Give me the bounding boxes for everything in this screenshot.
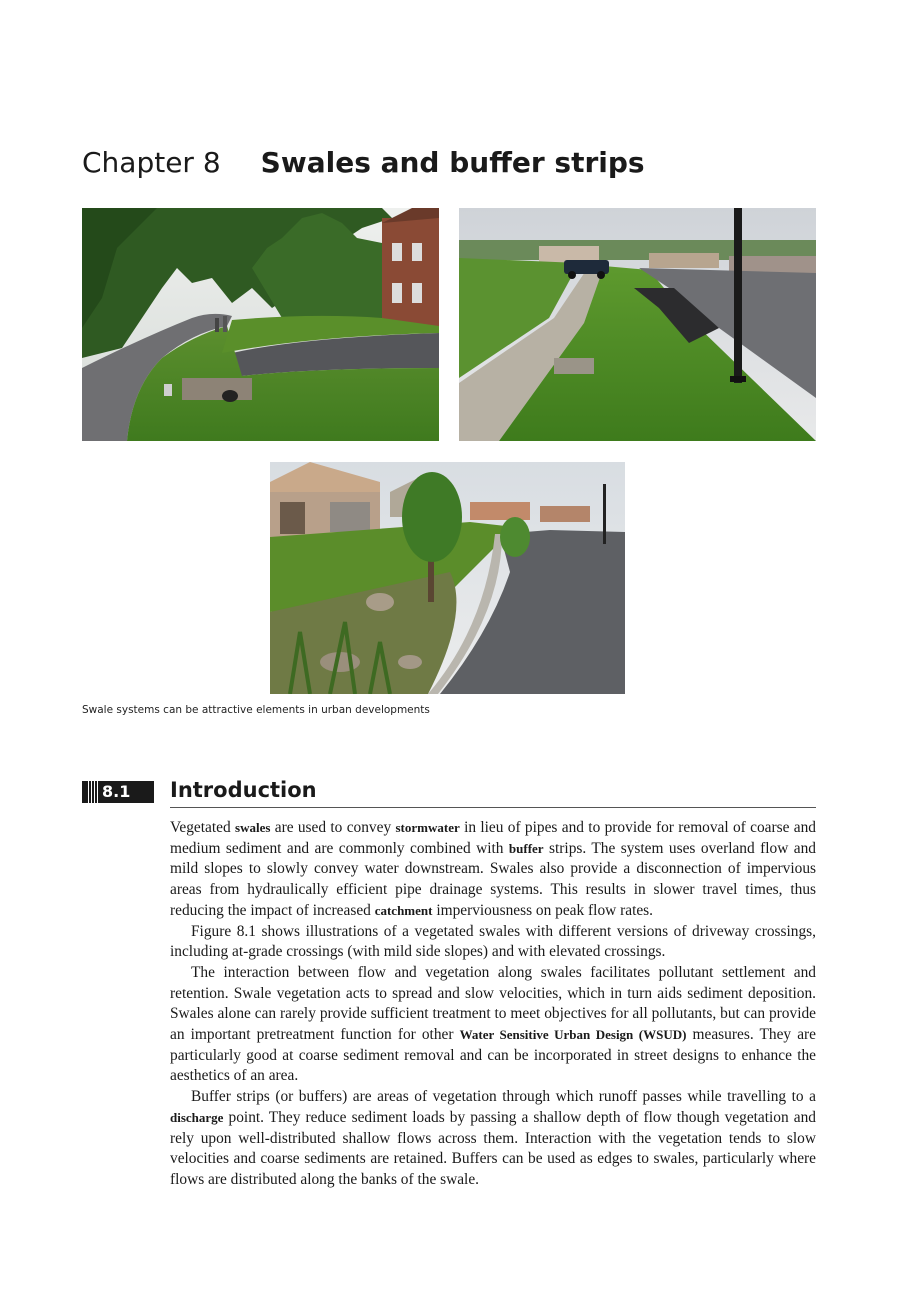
text-run: in lieu of pipes and to provide for removal of coarse and medium sediment and are commonly combined with: [170, 819, 816, 857]
chapter-heading: [82, 146, 645, 179]
text-run: point. They reduce sediment loads by passing a shallow depth of flow though vegetation and rely upon well-distributed shallow flows across them. Interaction with the vegetation tends to slow velocities and coarse sediments are retained. Buffers can be used as edges to swales, particularly where flows are distributed along the banks of the swale.: [170, 1108, 816, 1188]
section-title: Introduction: [170, 778, 317, 802]
chapter-number: Chapter 8: [82, 146, 221, 179]
glossary-term: buffer: [508, 840, 544, 856]
text-run: The interaction between flow and vegetation along swales facilitates pollutant settlement and retention. Swale vegetation acts to spread and slow velocities, which in turn aids sediment deposition. Swales alone can rarely provide sufficient treatment to meet objectives for all pollutants, but can provide an important pretreatment function for other: [170, 963, 816, 1044]
text-run: Buffer strips (or buffers) are areas of vegetation through which runoff passes while travelling to a: [191, 1088, 816, 1106]
text-run: Vegetated: [170, 819, 236, 836]
body-text: [170, 818, 816, 1191]
text-run: strips. The system uses overland flow and mild slopes to slowly convey water downstream. Swales also provide a disconnection of impervious areas from hydraulically efficient pipe drainage systems. This results in slower travel times, thus reducing the impact of increased: [170, 839, 816, 919]
badge-stripes: [88, 781, 98, 803]
glossary-term: stormwater: [395, 820, 460, 835]
section-number-badge: [82, 781, 154, 803]
figure-caption: Swale systems can be attractive elements in urban developments: [82, 704, 430, 716]
photo-grassed-swale-street: [459, 208, 816, 441]
glossary-term: catchment: [374, 902, 433, 918]
photo-landscaped-swale: [270, 462, 625, 694]
glossary-term: Water Sensitive Urban Design (WSUD): [459, 1027, 687, 1043]
paragraph-4: [170, 1087, 816, 1191]
section-number: 8.1: [102, 782, 131, 801]
paragraph-3: [170, 963, 816, 1087]
text-run: are used to convey: [270, 819, 396, 836]
text-run: imperviousness on peak flow rates.: [432, 901, 654, 919]
glossary-term: discharge: [170, 1109, 224, 1125]
text-run: measures. They are particularly good at coarse sediment removal and can be incorporated in street designs to enhance the aesthetics of an area.: [170, 1026, 816, 1085]
glossary-term: swales: [235, 820, 271, 835]
section-divider: [170, 807, 816, 808]
photo-swale-culvert: [82, 208, 439, 441]
paragraph-1: [170, 818, 816, 922]
chapter-title: Swales and buffer strips: [260, 146, 645, 179]
paragraph-2: Figure 8.1 shows illustrations of a vegetated swales with different versions of driveway crossings, including at-grade crossings (with mild side slopes) and with elevated crossings.: [170, 922, 816, 961]
